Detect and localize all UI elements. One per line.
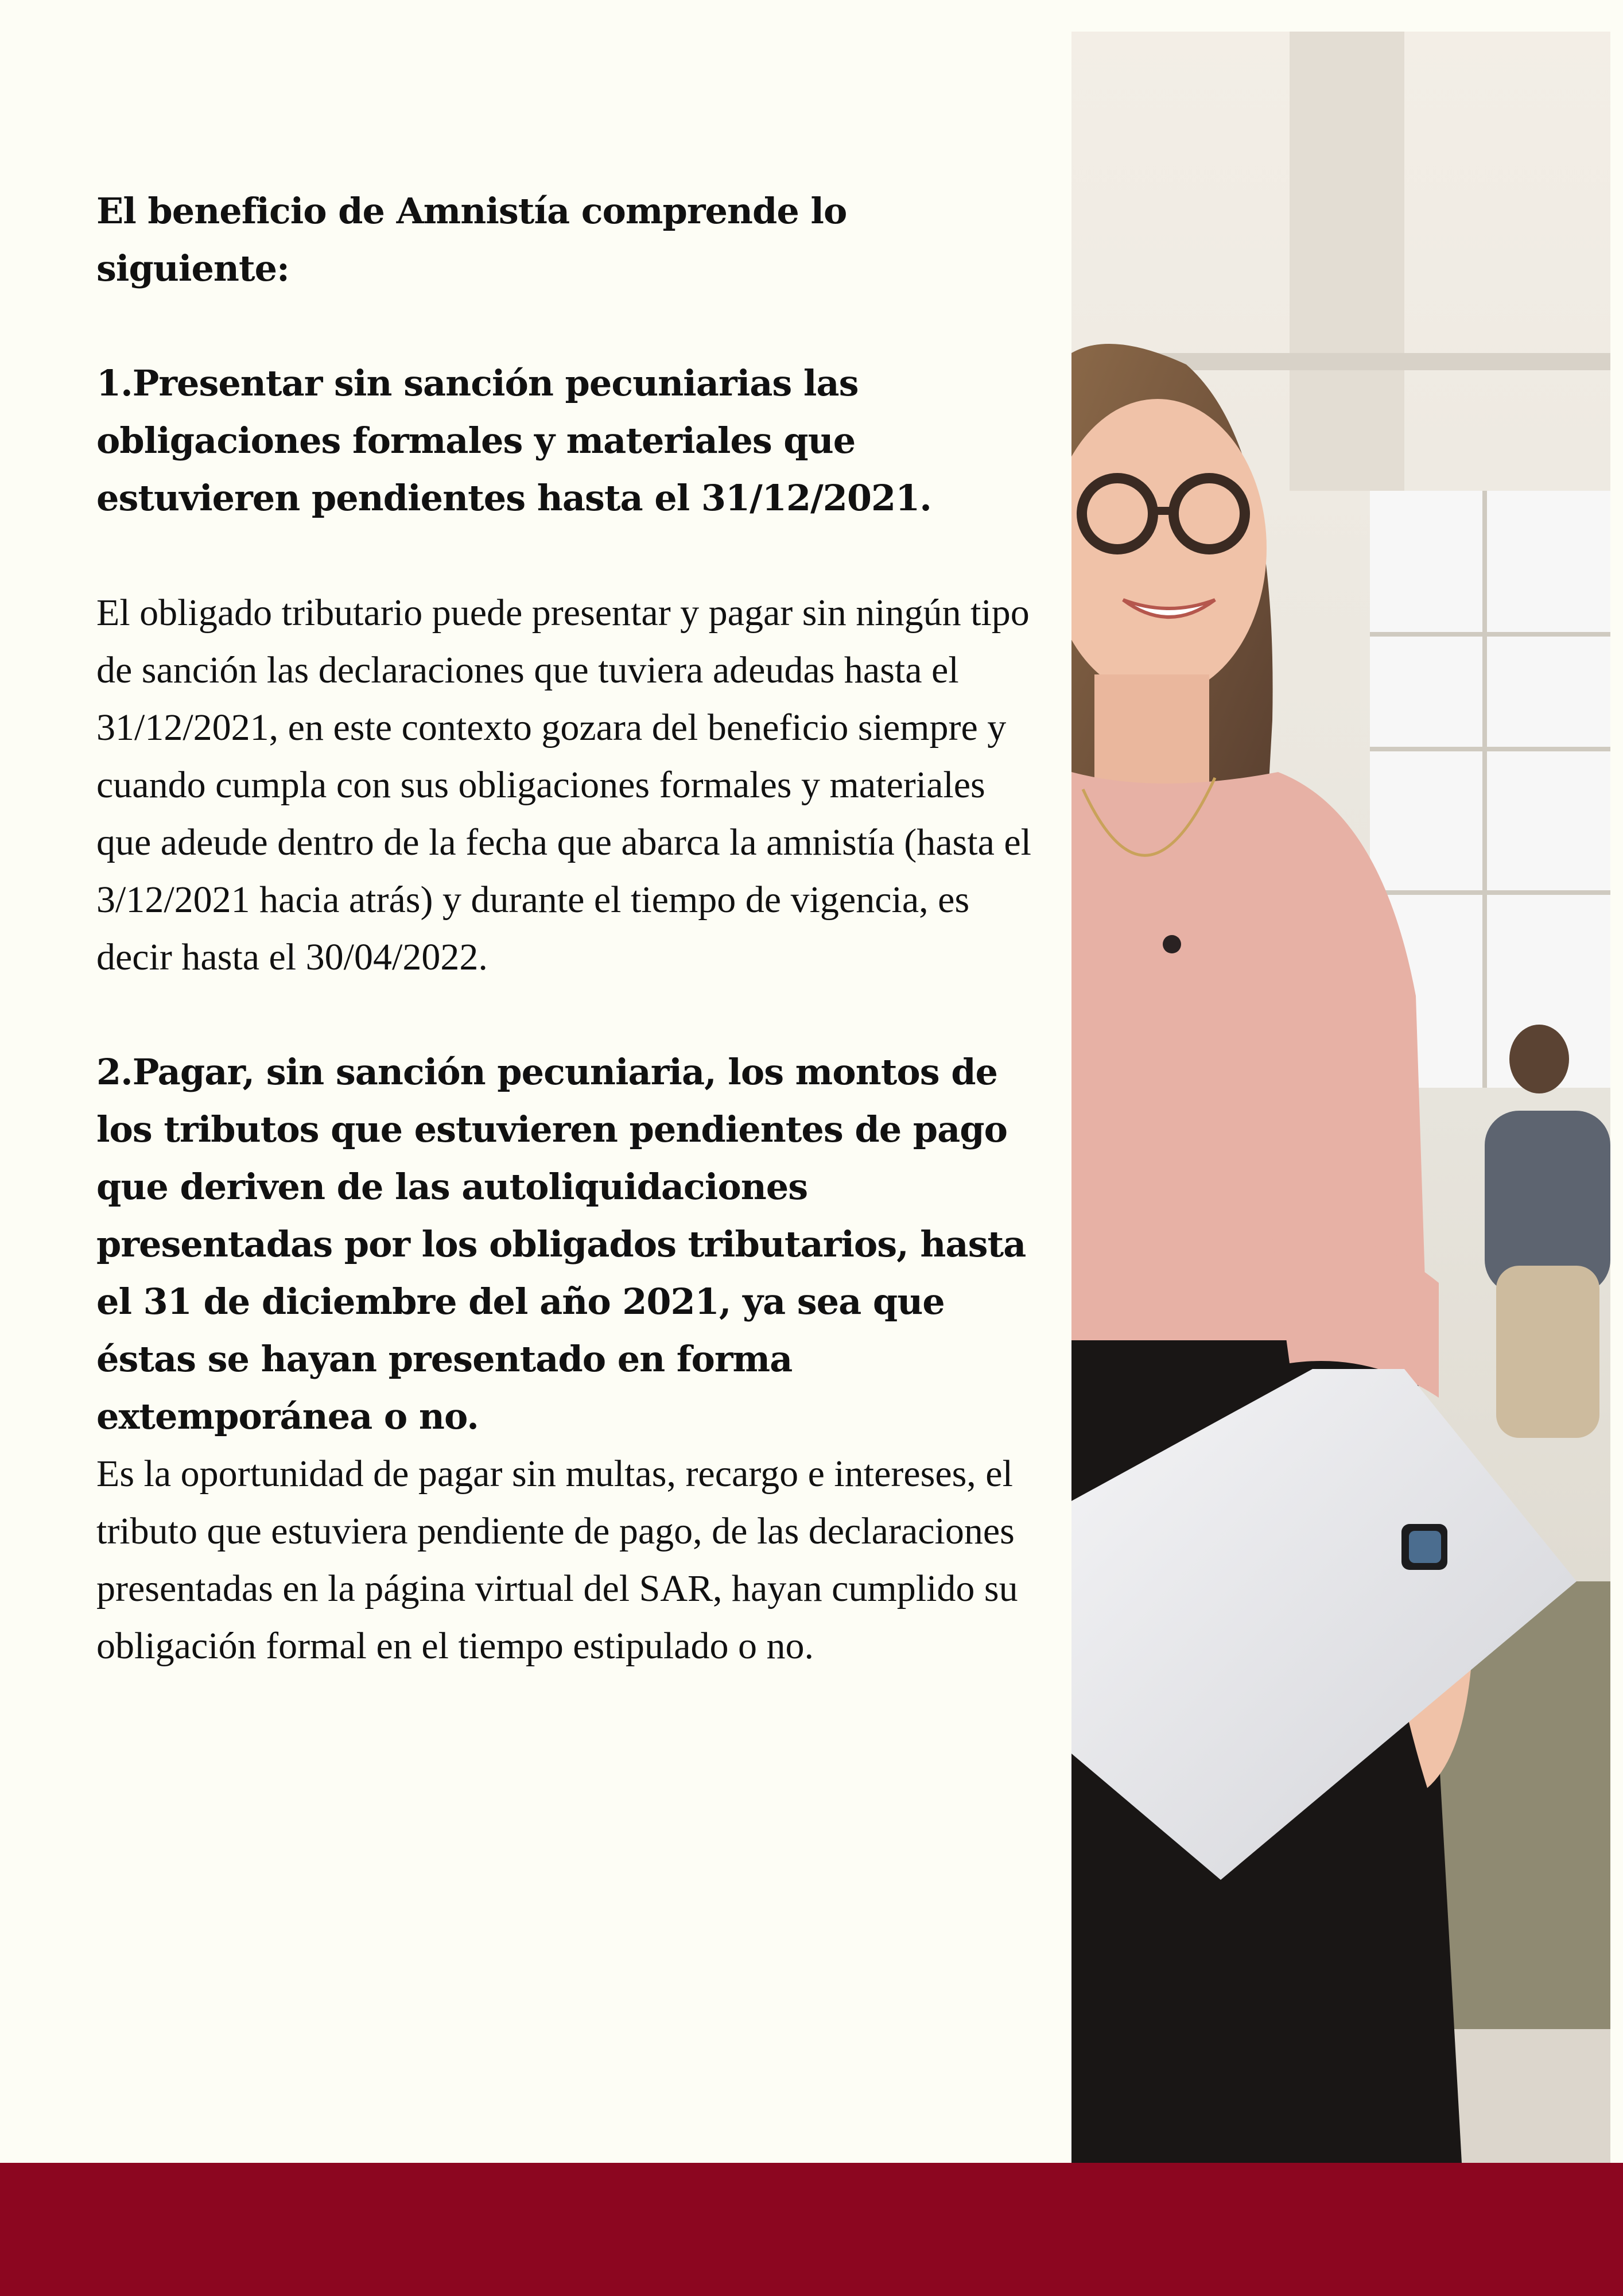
section-1-title: 1.Presentar sin sanción pecuniarias las obligaciones formales y materiales que estuvieren pendientes hasta el 31/12/2021. — [96, 362, 931, 519]
page-heading: El beneficio de Amnistía comprende lo siguiente: — [96, 190, 847, 289]
text-column — [96, 183, 1038, 1675]
woman-with-laptop-photo — [1071, 32, 1610, 2163]
section-2-title: 2.Pagar, sin sanción pecuniaria, los montos de los tributos que estuvieren pendientes de pago que deriven de las autoliquidaciones presentadas por los obligados tributarios, hasta el 31 de diciembre del año 2021, ya sea que éstas se hayan presentado en forma extemporánea o no. — [96, 1051, 1026, 1437]
section-1-body: El obligado tributario puede presentar y pagar sin ningún tipo de sanción las declaraciones que tuviera adeudas hasta el 31/12/2021, en este contexto gozara del beneficio siempre y cuando cumpla con sus obligaciones formales y materiales que adeude dentro de la fecha que abarca la amnistía (hasta el 3/12/2021 hacia atrás) y durante el tiempo de vigencia, es decir hasta el 30/04/2022. — [96, 592, 1031, 978]
section-2-body: Es la oportunidad de pagar sin multas, recargo e intereses, el tributo que estuviera pendiente de pago, de las declaraciones presentadas en la página virtual del SAR, hayan cumplido su obligación formal en el tiempo estipulado o no. — [96, 1453, 1018, 1667]
footer-band — [0, 2163, 1623, 2296]
